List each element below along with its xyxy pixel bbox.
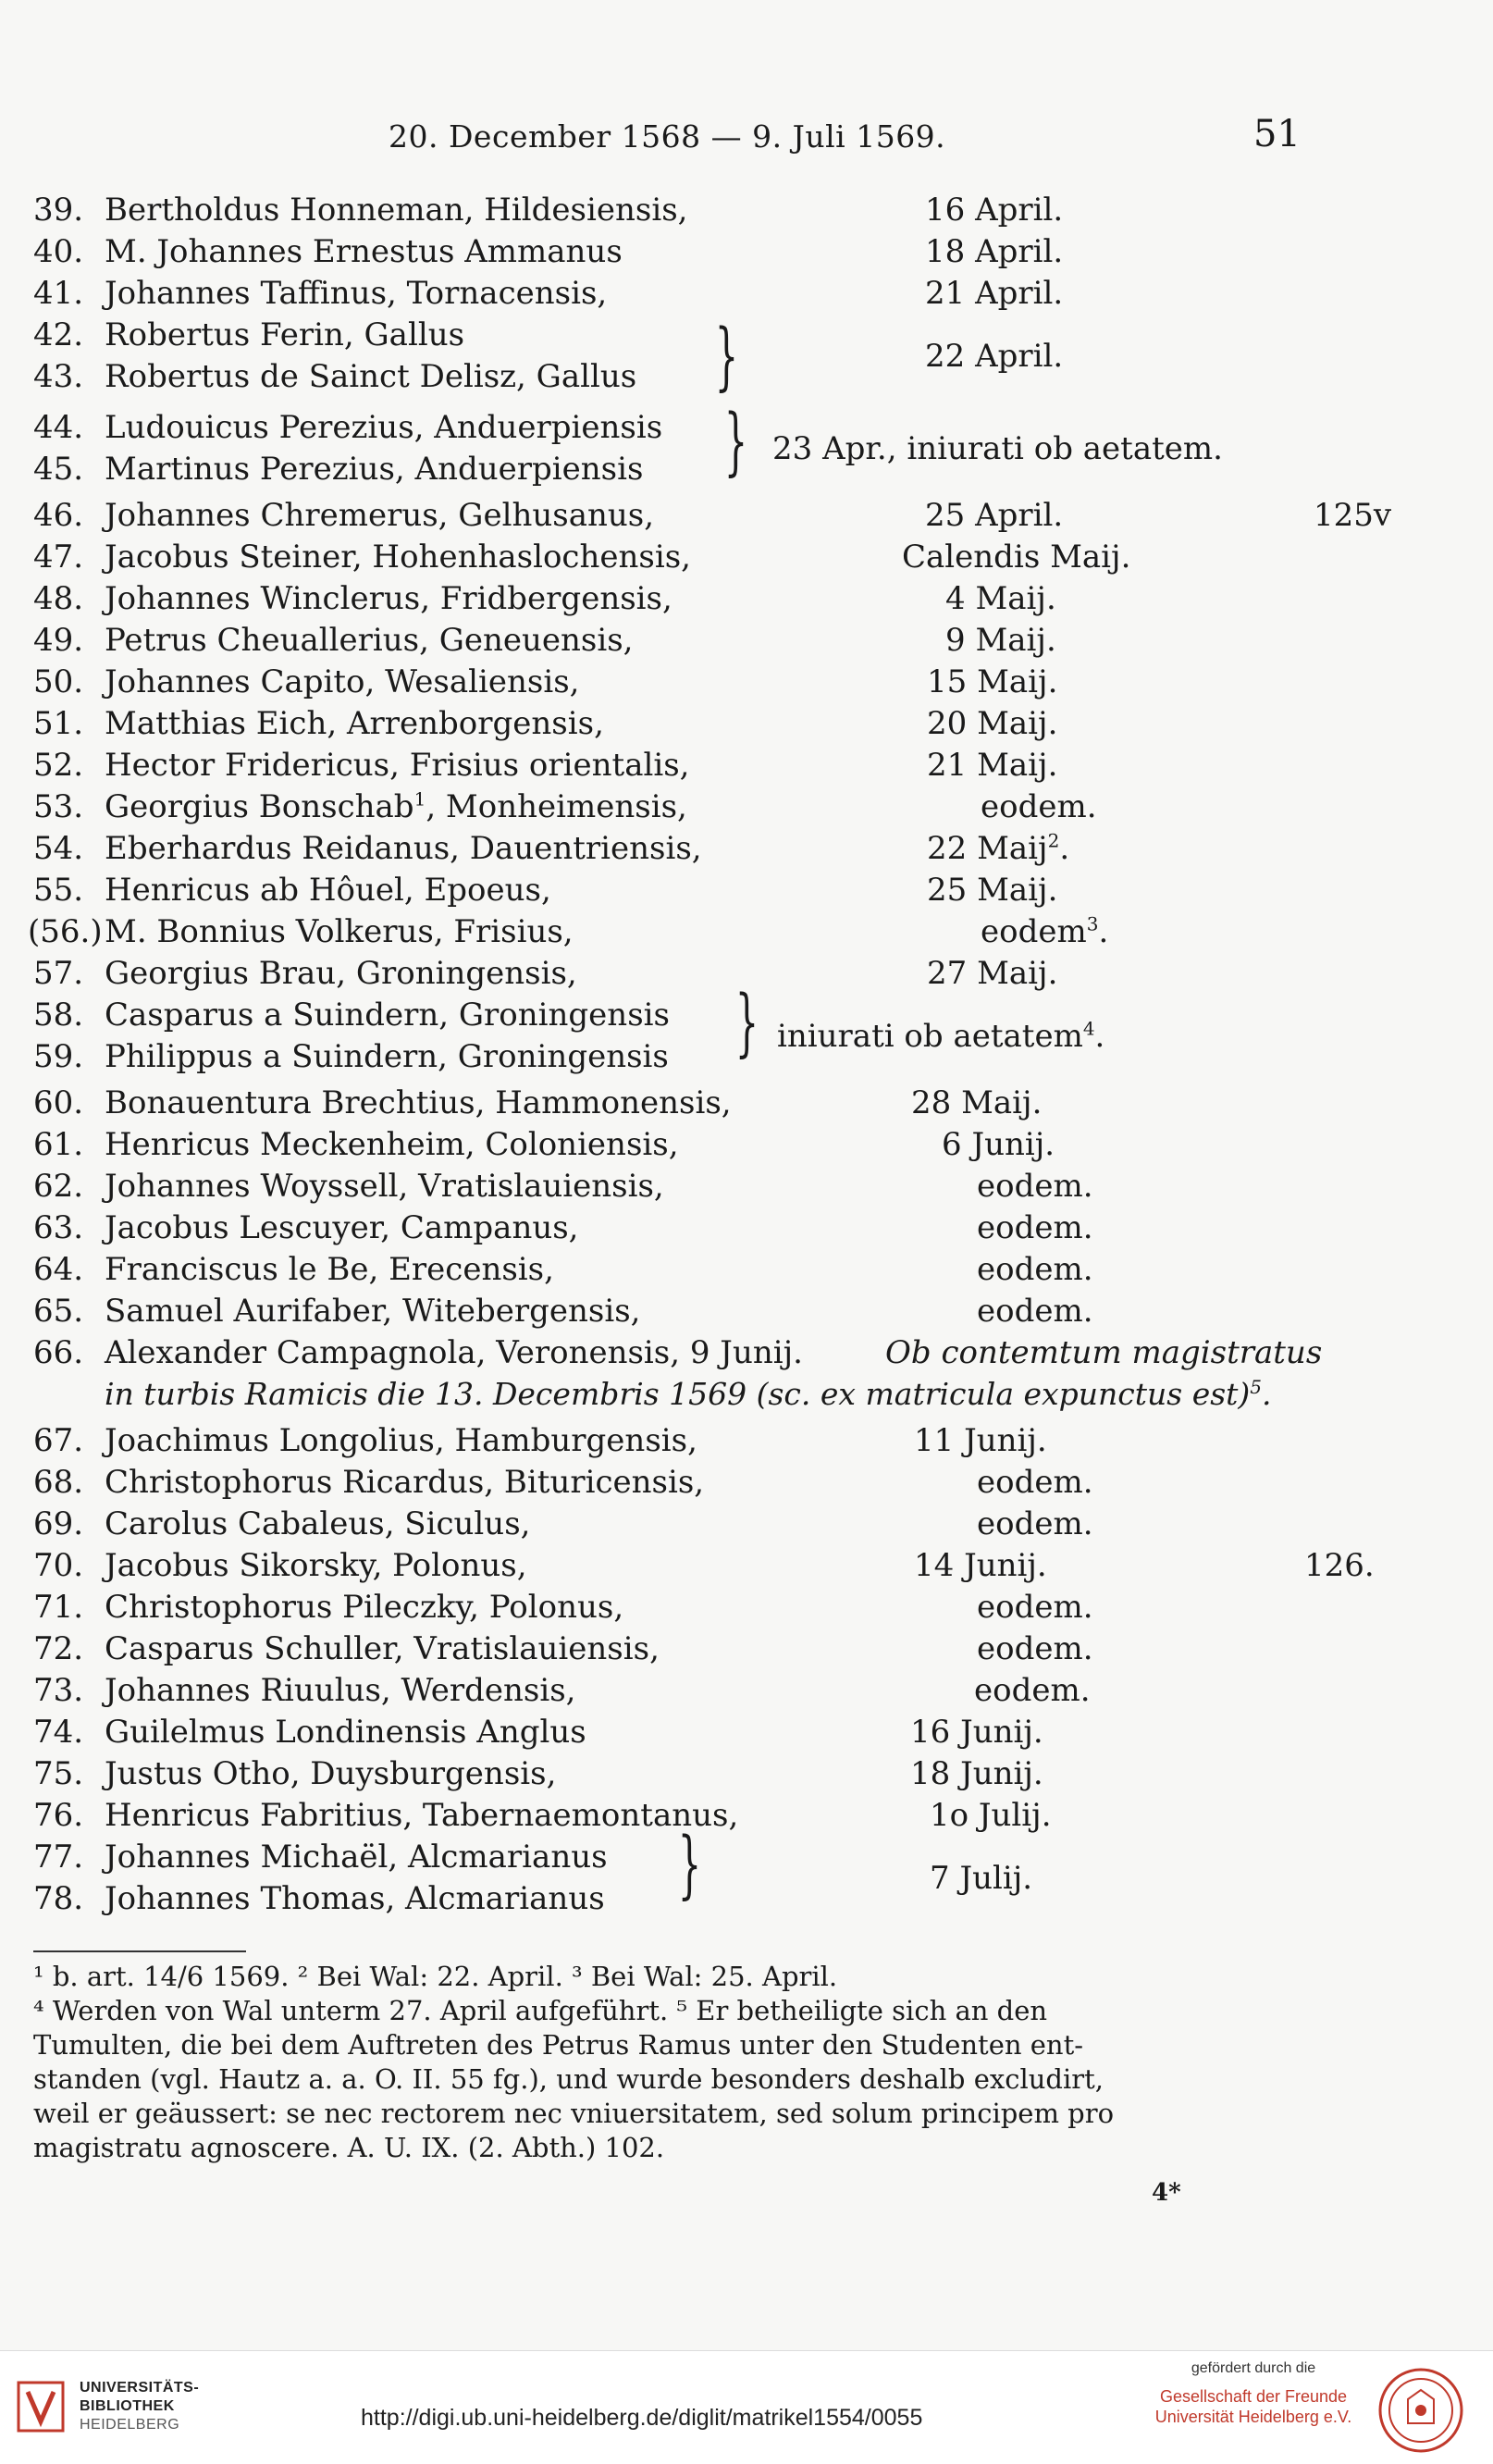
entry-name: Georgius Bonschab$^1$, Monheimensis,: [105, 787, 687, 825]
list-item: [0, 1462, 1493, 1503]
list-item: [0, 537, 1493, 577]
entry-number: 54.: [33, 830, 84, 867]
entry-number: 53.: [33, 788, 84, 825]
entry-number: 60.: [33, 1084, 84, 1121]
entry-name: M. Johannes Ernestus Ammanus: [105, 233, 623, 270]
entry-number: 52.: [33, 747, 84, 784]
entry-number: 71.: [33, 1589, 84, 1626]
entry-date: 27 Maij.: [927, 955, 1058, 992]
entry-name: Petrus Cheuallerius, Geneuensis,: [105, 622, 634, 659]
entry-name: Ludouicus Perezius, Anduerpiensis: [105, 409, 663, 446]
list-item: [0, 1545, 1493, 1586]
entry-date: 16 Junij.: [910, 1714, 1043, 1751]
entry-number: 67.: [33, 1422, 84, 1459]
entry-number: (56.): [28, 913, 103, 950]
digitization-footer: [0, 2350, 1493, 2464]
entry-name: Jacobus Sikorsky, Polonus,: [105, 1547, 527, 1584]
list-item: [0, 1878, 1493, 1919]
entry-number: 55.: [33, 872, 84, 909]
entry-name: Alexander Campagnola, Veronensis, 9 Junij.: [105, 1334, 803, 1371]
entry-date: eodem.: [977, 1505, 1093, 1542]
entry-number: 51.: [33, 705, 84, 742]
entry-name: Johannes Chremerus, Gelhusanus,: [105, 497, 655, 534]
entry-name: Bonauentura Brechtius, Hammonensis,: [105, 1084, 732, 1121]
folio-reference: 125v: [1314, 497, 1392, 534]
entry-name: Casparus Schuller, Vratislauiensis,: [105, 1630, 660, 1667]
header-title: 20. December 1568 — 9. Juli 1569.: [389, 118, 946, 155]
entry-number: 43.: [33, 358, 84, 395]
entry-number: 77.: [33, 1839, 84, 1876]
grouping-brace: }: [734, 979, 759, 1065]
entry-date: 4 Maij.: [945, 580, 1056, 617]
list-item: [0, 315, 1493, 355]
entry-date: 11 Junij.: [914, 1422, 1047, 1459]
entry-name: Robertus de Sainct Delisz, Gallus: [105, 358, 637, 395]
entry-name: Christophorus Pileczky, Polonus,: [105, 1589, 624, 1626]
entry-name: Henricus Fabritius, Tabernaemontanus,: [105, 1797, 739, 1834]
list-item: [0, 1249, 1493, 1290]
folio-reference: 126.: [1304, 1547, 1375, 1584]
list-item: [0, 1628, 1493, 1669]
entry-date: 25 Maij.: [927, 872, 1058, 909]
entry-name: Matthias Eich, Arrenborgensis,: [105, 705, 604, 742]
entry-name: Johannes Michaël, Alcmarianus: [105, 1839, 608, 1876]
grouping-brace: }: [723, 398, 748, 484]
sponsor-caption: gefördert durch die: [1191, 2360, 1316, 2376]
entry-date: eodem.: [977, 1209, 1093, 1246]
entry-number: 73.: [33, 1672, 84, 1709]
entry-number: 46.: [33, 497, 84, 534]
entry-name: Henricus ab Hôuel, Epoeus,: [105, 872, 551, 909]
entry-number: 45.: [33, 451, 84, 488]
entry-number: 76.: [33, 1797, 84, 1834]
list-item: [0, 1670, 1493, 1711]
entry-number: 59.: [33, 1038, 84, 1075]
group-date: 22 April.: [925, 338, 1064, 375]
footnote-line: Tumulten, die bei dem Auftreten des Petrus Ramus unter den Studenten ent-: [33, 2029, 1084, 2061]
list-item-continuation: [0, 1374, 1493, 1415]
entry-date: eodem.: [977, 1251, 1093, 1288]
footnote-line: ¹ b. art. 14/6 1569. ² Bei Wal: 22. April. ³ Bei Wal: 25. April.: [33, 1961, 838, 1992]
entry-name: Justus Otho, Duysburgensis,: [105, 1755, 557, 1792]
grouping-brace: }: [677, 1821, 702, 1907]
entry-number: 40.: [33, 233, 84, 270]
entry-number: 66.: [33, 1334, 84, 1371]
entry-date: 6 Junij.: [942, 1126, 1055, 1163]
list-item: [0, 1753, 1493, 1794]
entry-date: 15 Maij.: [927, 663, 1058, 700]
entry-number: 57.: [33, 955, 84, 992]
list-item: [0, 1420, 1493, 1461]
entry-date: eodem.: [977, 1464, 1093, 1501]
entry-name: Joachimus Longolius, Hamburgensis,: [105, 1422, 697, 1459]
entry-name: Christophorus Ricardus, Bituricensis,: [105, 1464, 705, 1501]
entry-number: 69.: [33, 1505, 84, 1542]
entry-number: 75.: [33, 1755, 84, 1792]
list-item: [0, 356, 1493, 397]
entry-name: Guilelmus Londinensis Anglus: [105, 1714, 586, 1751]
list-item: [0, 828, 1493, 869]
entry-date: 25 April.: [925, 497, 1064, 534]
group-date: 23 Apr., iniurati ob aetatem.: [772, 430, 1223, 467]
sponsor-name: Gesellschaft der Freunde Universität Heidelberg e.V.: [1154, 2387, 1352, 2426]
list-item: [0, 1587, 1493, 1628]
entry-number: 41.: [33, 275, 84, 312]
entry-date: eodem.: [977, 1293, 1093, 1330]
entry-date: 18 Junij.: [910, 1755, 1043, 1792]
list-item: [0, 911, 1493, 952]
entry-number: 68.: [33, 1464, 84, 1501]
list-item: [0, 273, 1493, 314]
entry-number: 65.: [33, 1293, 84, 1330]
footnote-line: magistratu agnoscere. A. U. IX. (2. Abth.) 102.: [33, 2132, 665, 2163]
entry-date: eodem.: [981, 788, 1097, 825]
list-item: [0, 1504, 1493, 1544]
footnotes: [33, 1960, 1291, 2165]
sponsor-block: [1147, 2360, 1360, 2427]
list-item: [0, 745, 1493, 786]
list-item: [0, 190, 1493, 230]
entry-date: 21 April.: [925, 275, 1064, 312]
entry-number: 39.: [33, 192, 84, 229]
list-item: [0, 495, 1493, 536]
entry-name: Johannes Thomas, Alcmarianus: [105, 1880, 605, 1917]
entry-number: 44.: [33, 409, 84, 446]
entry-date: 20 Maij.: [927, 705, 1058, 742]
entry-number: 63.: [33, 1209, 84, 1246]
entry-date: Calendis Maij.: [902, 539, 1131, 576]
entry-date: 28 Maij.: [911, 1084, 1043, 1121]
entry-name: Philippus a Suindern, Groningensis: [105, 1038, 669, 1075]
entry-name: M. Bonnius Volkerus, Frisius,: [105, 913, 574, 950]
entry-number: 47.: [33, 539, 84, 576]
group-date: 7 Julij.: [930, 1860, 1033, 1897]
list-item: [0, 703, 1493, 744]
list-item: [0, 1837, 1493, 1877]
entry-date: 1o Julij.: [930, 1797, 1052, 1834]
footnote-line: standen (vgl. Hautz a. a. O. II. 55 fg.), und wurde besonders deshalb excludirt,: [33, 2063, 1104, 2095]
entry-name: Carolus Cabaleus, Siculus,: [105, 1505, 531, 1542]
entry-number: 64.: [33, 1251, 84, 1288]
library-logo-icon: [17, 2379, 65, 2434]
entry-date: eodem.: [977, 1630, 1093, 1667]
entry-name: Eberhardus Reidanus, Dauentriensis,: [105, 830, 702, 867]
entry-name: Henricus Meckenheim, Coloniensis,: [105, 1126, 679, 1163]
entry-name: Johannes Winclerus, Fridbergensis,: [105, 580, 672, 617]
entry-date: 18 April.: [925, 233, 1064, 270]
entry-number: 58.: [33, 997, 84, 1034]
list-item: [0, 1291, 1493, 1331]
entry-name: Franciscus le Be, Erecensis,: [105, 1251, 554, 1288]
entry-name: Johannes Woyssell, Vratislauiensis,: [105, 1168, 664, 1205]
running-header: [0, 109, 1493, 165]
entry-name: Hector Fridericus, Frisius orientalis,: [105, 747, 690, 784]
page-number: 51: [1253, 113, 1301, 155]
grouping-brace: }: [714, 313, 739, 399]
entry-date: 9 Maij.: [945, 622, 1056, 659]
university-seal-icon: [1376, 2366, 1465, 2455]
entry-name: Bertholdus Honneman, Hildesiensis,: [105, 192, 688, 229]
entry-name: Johannes Capito, Wesaliensis,: [105, 663, 580, 700]
list-item: [0, 1795, 1493, 1836]
entry-date: eodem.: [977, 1168, 1093, 1205]
entry-number: 61.: [33, 1126, 84, 1163]
entry-name: Johannes Taffinus, Tornacensis,: [105, 275, 608, 312]
entry-name: Jacobus Steiner, Hohenhaslochensis,: [105, 539, 691, 576]
entry-date: eodem.: [977, 1589, 1093, 1626]
entry-name: Georgius Brau, Groningensis,: [105, 955, 577, 992]
entry-date: 22 Maij$^2$.: [927, 829, 1070, 867]
permalink-url[interactable]: http://digi.ub.uni-heidelberg.de/diglit/matrikel1554/0055: [361, 2405, 923, 2431]
list-item: [0, 1166, 1493, 1207]
entry-number: 49.: [33, 622, 84, 659]
footnote-line: ⁴ Werden von Wal unterm 27. April aufgeführt. ⁵ Er betheiligte sich an den: [33, 1995, 1048, 2026]
signature-mark: 4*: [1152, 2179, 1181, 2207]
entry-date: 16 April.: [925, 192, 1064, 229]
entry-name: Jacobus Lescuyer, Campanus,: [105, 1209, 579, 1246]
list-item: [0, 1332, 1493, 1373]
entry-date: 21 Maij.: [927, 747, 1058, 784]
entry-number: 48.: [33, 580, 84, 617]
entry-number: 78.: [33, 1880, 84, 1917]
list-item: [0, 1124, 1493, 1165]
group-date: iniurati ob aetatem$^4$.: [777, 1017, 1105, 1055]
footnote-rule: [33, 1950, 246, 1952]
list-item: [0, 578, 1493, 619]
list-item: [0, 231, 1493, 272]
entry-name: Martinus Perezius, Anduerpiensis: [105, 451, 644, 488]
entry-date: eodem.: [974, 1672, 1091, 1709]
list-item: [0, 1712, 1493, 1752]
entry-number: 70.: [33, 1547, 84, 1584]
list-item: [0, 620, 1493, 661]
entry-remark-continuation: in turbis Ramicis die 13. Decembris 1569 (sc. ex matricula expunctus est)$^5$.: [105, 1376, 1272, 1412]
library-name: UNIVERSITÄTS- BIBLIOTHEK HEIDELBERG: [80, 2380, 200, 2433]
entry-number: 62.: [33, 1168, 84, 1205]
entry-name: Casparus a Suindern, Groningensis: [105, 997, 670, 1034]
list-item: [0, 1207, 1493, 1248]
entry-number: 42.: [33, 316, 84, 353]
entry-date: eodem$^3$.: [981, 912, 1109, 950]
entry-remark: Ob contemtum magistratus: [885, 1334, 1323, 1371]
footnote-line: weil er geäussert: se nec rectorem nec vniuersitatem, sed solum principem pro: [33, 2098, 1115, 2129]
entry-name: Samuel Aurifaber, Witebergensis,: [105, 1293, 641, 1330]
entry-name: Johannes Riuulus, Werdensis,: [105, 1672, 576, 1709]
entry-number: 74.: [33, 1714, 84, 1751]
list-item: [0, 1083, 1493, 1123]
list-item: [0, 662, 1493, 702]
list-item: [0, 870, 1493, 910]
entry-name: Robertus Ferin, Gallus: [105, 316, 465, 353]
entry-date: 14 Junij.: [914, 1547, 1047, 1584]
entry-number: 72.: [33, 1630, 84, 1667]
list-item: [0, 786, 1493, 827]
entry-number: 50.: [33, 663, 84, 700]
